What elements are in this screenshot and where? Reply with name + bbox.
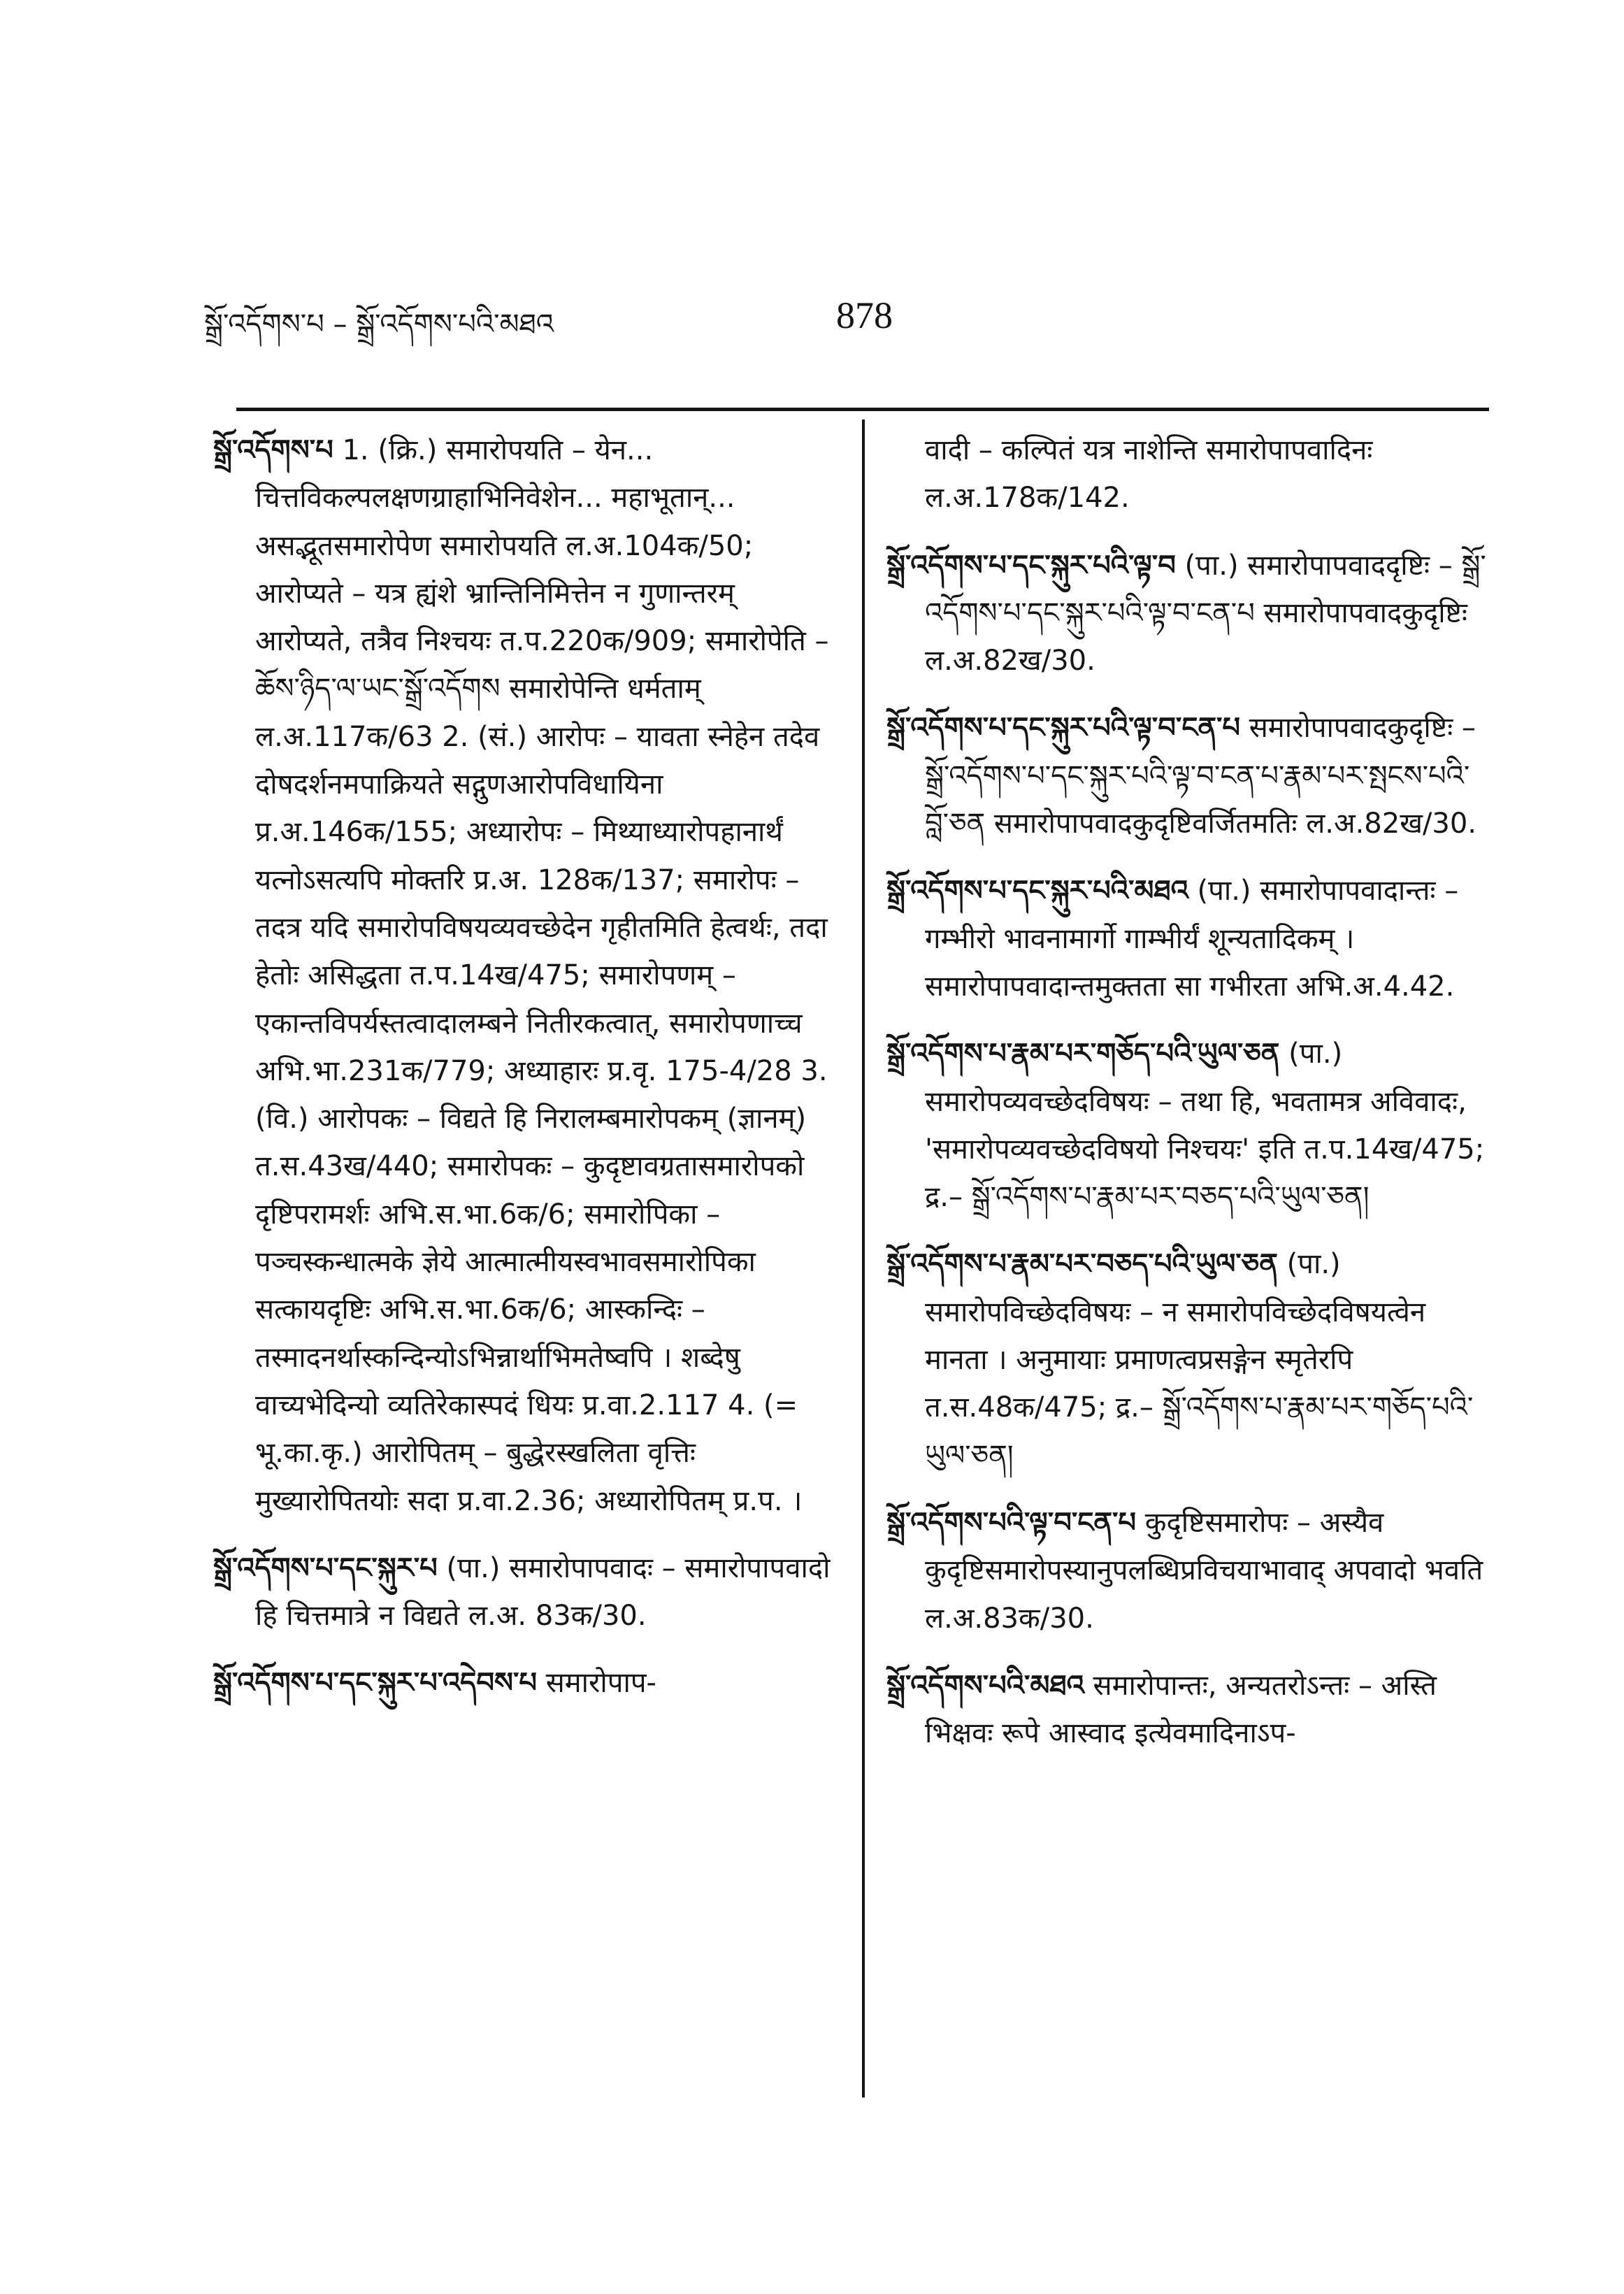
entry-headword: སྒྲོ་འདོགས་པ་རྣམ་པར་བཅད་པའི་ཡུལ་ཅན [886, 1248, 1278, 1281]
entry-body: (पा.) समारोपविच्छेदविषयः – न समारोपविच्छेदविषयत्वेन मानता । अनुमायाः प्रमाणत्वप्रसङ्गेन स्मृतेरपि त.स.48क/475; द्र.– སྒྲོ་འདོགས་པ་རྣམ་པར་གཅོད་པའི་ཡུལ་ཅན། [925, 1248, 1474, 1472]
dictionary-entry [886, 867, 1491, 1010]
page-number: 878 [836, 294, 893, 336]
dictionary-entry [886, 1240, 1491, 1479]
running-header: སྒྲོ་འདོགས་པ – སྒྲོ་འདོགས་པའི་མཐའ [204, 308, 554, 340]
entry-body: समारोपापवादकुदृष्टिः – སྒྲོ་འདོགས་པ་དང་སྐུར་པའི་ལྟ་བ་ངན་པ་རྣམ་པར་སྤངས་པའི་བློ་ཅན समारोपापवादकुदृष्टिवर्जितमतिः ल.अ.82ख/30. [925, 712, 1477, 840]
dictionary-entry [886, 704, 1491, 847]
entry-body: कुदृष्टिसमारोपः – अस्यैव कुदृष्टिसमारोपस्यानुपलब्धिप्रविचयाभावाद् अपवादो भवति ल.अ.83क/30. [925, 1506, 1483, 1635]
entry-headword: སྒྲོ་འདོགས་པའི་མཐའ [886, 1669, 1084, 1702]
entry-headword: སྒྲོ་འདོགས་པའི་ལྟ་བ་ངན་པ [886, 1506, 1137, 1539]
entry-body: समारोपान्तः, अन्यतरोऽन्तः – अस्ति भिक्षवः रूपे आस्वाद इत्येवमादिनाऽप- [925, 1669, 1437, 1750]
dictionary-entry [213, 1544, 839, 1640]
dictionary-entry [213, 426, 839, 1525]
entry-body: समारोपाप- [545, 1667, 656, 1700]
entry-headword: སྒྲོ་འདོགས་པ [213, 434, 333, 466]
entry-headword: སྒྲོ་འདོགས་པ་དང་སྐུར་པའི་མཐའ [886, 875, 1188, 908]
dictionary-entry [213, 1659, 839, 1707]
entry-headword: སྒྲོ་འདོགས་པ་དང་སྐུར་པ་འདེབས་པ [213, 1667, 537, 1700]
header-rule [236, 408, 1489, 411]
entry-body: (पा.) समारोपापवादः – समारोपापवादो हि चित्तमात्रे न विद्यते ल.अ. 83क/30. [255, 1551, 831, 1633]
dictionary-entry [886, 1662, 1491, 1758]
dictionary-entry [886, 1499, 1491, 1642]
dictionary-entry [886, 542, 1491, 685]
entry-headword: སྒྲོ་འདོགས་པ་དང་སྐུར་པ [213, 1551, 438, 1584]
entry-continuation: वादी – कल्पितं यत्र नाशेन्ति समारोपापवादिनः ल.अ.178क/142. [925, 434, 1373, 515]
column-divider [862, 420, 865, 2098]
entry-body: (पा.) समारोपापवाददृष्टिः – སྒྲོ་འདོགས་པ་དང་སྐུར་པའི་ལྟ་བ་ངན་པ समारोपापवादकुदृष्टिः ल.अ.82ख/30. [925, 549, 1486, 678]
dictionary-entry [886, 1030, 1491, 1221]
entry-body: (पा.) समारोपव्यवच्छेदविषयः – तथा हि, भवतामत्र अविवादः, 'समारोपव्यवच्छेदविषयो निश्चयः' इति त.प.14ख/475; द्र.– སྒྲོ་འདོགས་པ་རྣམ་པར་བཅད་པའི་ཡུལ་ཅན། [925, 1038, 1485, 1214]
entry-body: 1. (क्रि.) समारोपयति – येन... चित्तविकल्पलक्षणग्राहाभिनिवेशेन... महाभूतान्... असद्भूतसमारोपेण समारोपयति ल.अ.104क/50; आरोप्यते – यत्र ह्यंशे भ्रान्तिनिमित्तेन न गुणान्तरम् आरोप्यते, तत्रैव निश्चयः त.प.220क/909; समारोपेति – ཆོས་ཉིད་ལ་ཡང་སྒྲོ་འདོགས समारोपेन्ति धर्मताम् ल.अ.117क/63 2. (सं.) आरोपः – यावता स्नेहेन तदेव दोषदर्शनमपाक्रियते सद्गुणआरोपविधायिना प्र.अ.146क/155; अध्यारोपः – मिथ्याध्यारोपहानार्थं यत्नोऽसत्यपि मोक्तरि प्र.अ. 128क/137; समारोपः – तदत्र यदि समारोपविषयव्यवच्छेदेन गृहीतमिति हेत्वर्थः, तदा हेतोः असिद्धता त.प.14ख/475; समारोपणम् – एकान्तविपर्यस्तत्वादालम्बने नितीरकत्वात्, समारोपणाच्च अभि.भा.231क/779; अध्याहारः प्र.वृ. 175-4/28 3. (वि.) आरोपकः – विद्यते हि निरालम्बमारोपकम् (ज्ञानम्) त.स.43ख/440; समारोपकः – कुदृष्टावग्रतासमारोपको दृष्टिपरामर्शः अभि.स.भा.6क/6; समारोपिका – पञ्चस्कन्धात्मके ज्ञेये आत्मात्मीयस्वभावसमारोपिका सत्कायदृष्टिः अभि.स.भा.6क/6; आस्कन्दिः – तस्मादनर्थास्कन्दिन्योऽभिन्नार्थाभिमतेष्वपि । शब्देषु वाच्यभेदिन्यो व्यतिरेकास्पदं धियः प्र.वा.2.117 4. (= भू.का.कृ.) आरोपितम् – बुद्धेरस्खलिता वृत्तिः मुख्यारोपितयोः सदा प्र.वा.2.36; अध्यारोपितम् प्र.प. । [255, 434, 829, 1517]
left-column [213, 426, 839, 1707]
right-column [886, 426, 1491, 1757]
entry-headword: སྒྲོ་འདོགས་པ་དང་སྐུར་པའི་ལྟ་བ་ངན་པ [886, 712, 1241, 745]
entry-body: (पा.) समारोपापवादान्तः – गम्भीरो भावनामार्गो गाम्भीर्यं शून्यतादिकम् । समारोपापवादान्तमुक्तता सा गभीरता अभि.अ.4.42. [925, 875, 1459, 1003]
entry-headword: སྒྲོ་འདོགས་པ་དང་སྐུར་པའི་ལྟ་བ [886, 549, 1176, 582]
entry-headword: སྒྲོ་འདོགས་པ་རྣམ་པར་གཅོད་པའི་ཡུལ་ཅན [886, 1038, 1280, 1070]
